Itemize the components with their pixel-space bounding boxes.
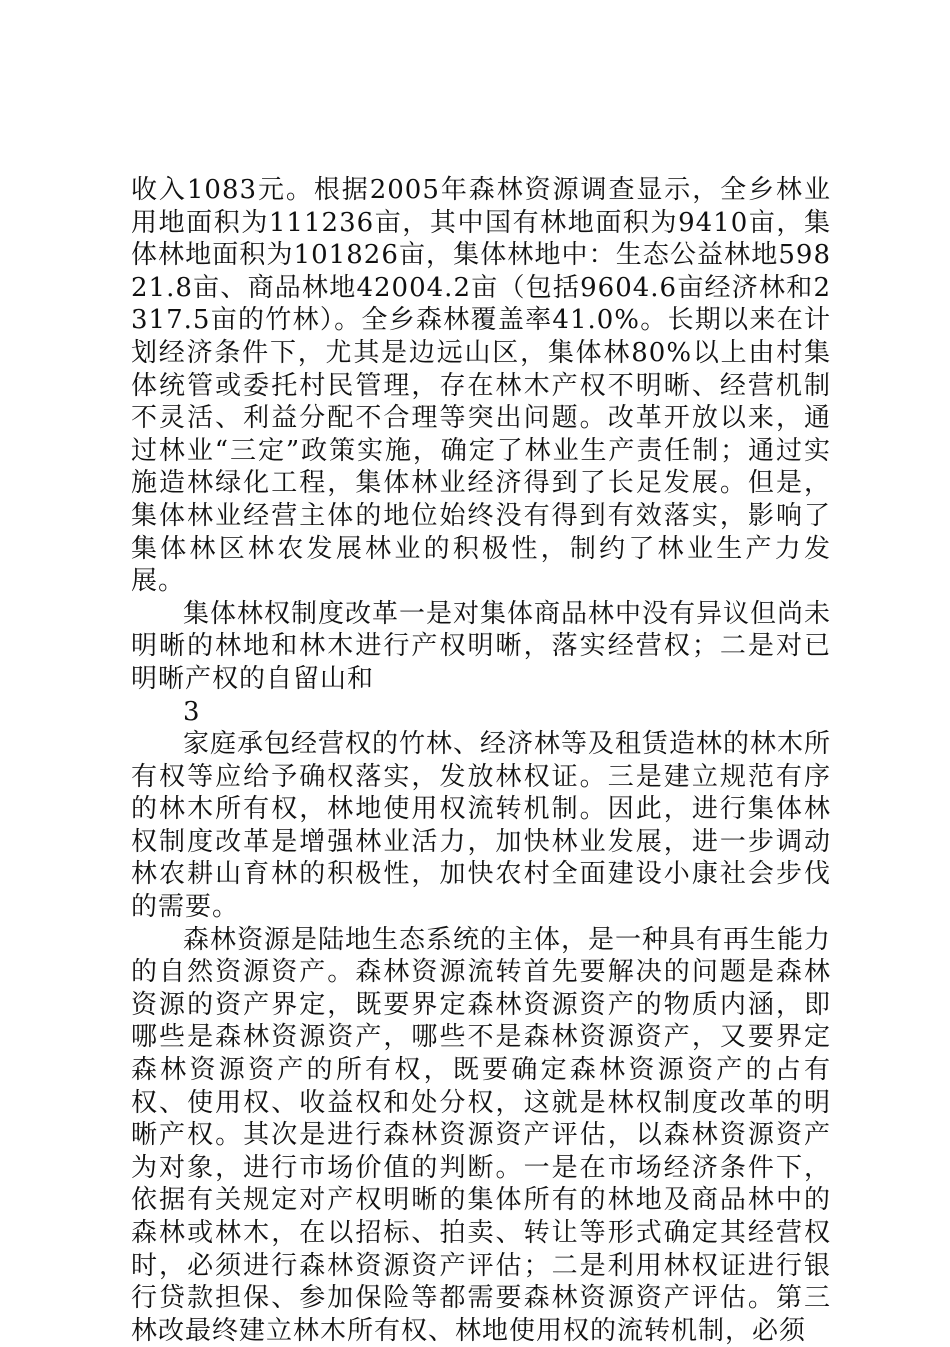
paragraph-3: 家庭承包经营权的竹林、经济林等及租赁造林的林木所有权等应给予确权落实，发放林权证。三是建立规范有序的林木所有权，林地使用权流转机制。因此，进行集体林权制度改革是增强林业活力，加快林业发展，进一步调动林农耕山育林的积极性，加快农村全面建设小康社会步伐的需要。	[131, 729, 832, 923]
paragraph-4: 森林资源是陆地生态系统的主体，是一种具有再生能力的自然资源资产。森林资源流转首先要解决的问题是森林资源的资产界定，既要界定森林资源资产的物质内涵，即哪些是森林资源资产，哪些不是森林资源资产，又要界定森林资源资产的所有权，既要确定森林资源资产的占有权、使用权、收益权和处分权，这就是林权制度改革的明晰产权。其次是进行森林资源资产评估，以森林资源资产为对象，进行市场价值的判断。一是在市场经济条件下，依据有关规定对产权明晰的集体所有的林地及商品林中的森林或林木，在以招标、拍卖、转让等形式确定其经营权时，必须进行森林资源资产评估；二是利用林权证进行银行贷款担保、参加保险等都需要森林资源资产评估。第三林改最终建立林木所有权、林地使用权的流转机制，必须	[131, 924, 832, 1346]
paragraph-2: 集体林权制度改革一是对集体商品林中没有异议但尚未明晰的林地和林木进行产权明晰，落实经营权；二是对已明晰产权的自留山和	[131, 598, 832, 694]
paragraph-1: 收入1083元。根据2005年森林资源调查显示，全乡林业用地面积为111236亩，其中国有林地面积为9410亩，集体林地面积为101826亩，集体林地中：生态公益林地59821.8亩、商品林地42004.2亩（包括9604.6亩经济林和2317.5亩的竹林）。全乡森林覆盖率41.0%。长期以来在计划经济条件下，尤其是边远山区，集体林80%以上由村集体统管或委托村民管理，存在林木产权不明晰、经营机制不灵活、利益分配不合理等突出问题。改革开放以来，通过林业“三定”政策实施，确定了林业生产责任制；通过实施造林绿化工程，集体林业经济得到了长足发展。但是，集体林业经营主体的地位始终没有得到有效落实，影响了集体林区林农发展林业的积极性，制约了林业生产力发展。	[131, 175, 831, 597]
page-number: 3	[183, 696, 201, 727]
document-body	[131, 174, 831, 1347]
